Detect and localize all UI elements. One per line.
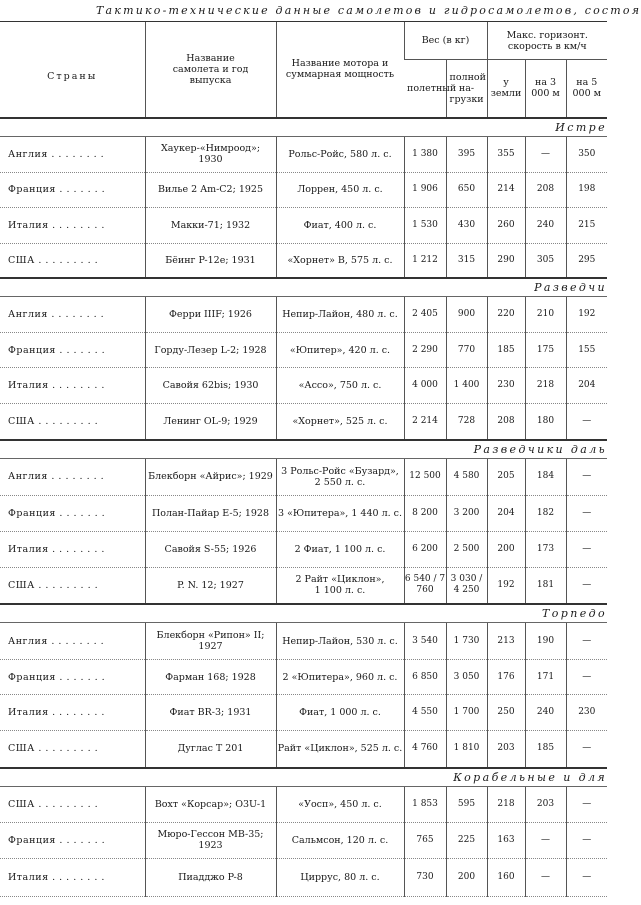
cell-line: «Ассо», 750 л. с. [298,380,382,391]
table-row [0,567,607,604]
cell-line: Рольс-Ройс, 580 л. с. [288,148,392,160]
s3-cell: 305 [525,243,566,278]
table-row [0,660,607,695]
engine-cell [276,458,404,495]
engine-cell [276,172,404,207]
cell-line: 2 Райт «Циклон», [295,574,385,586]
w1-cell: 2 214 [404,404,446,440]
s3-cell: 190 [525,623,566,660]
section-row [0,604,607,623]
table-row [0,333,607,368]
table-body [0,118,607,897]
s0-cell: 208 [487,404,525,440]
cell-line: «Юпитер», 420 л. с. [289,344,391,356]
cell-line: Мюро-Гессон MB-35; [157,829,264,840]
section-row [0,278,607,297]
section-title: Корабельные и для [0,768,607,787]
w2-cell: 728 [446,404,487,440]
table-row [0,243,607,278]
cell-line: Циррус, 80 л. с. [300,871,380,883]
cell-line: Макки-71; 1932 [170,219,251,231]
country-cell: США . . . . . . . . . [0,243,145,278]
s0-cell: 220 [487,297,525,333]
s3-cell: — [525,822,566,858]
engine-cell [276,786,404,822]
header-speed-ground: у земли [487,60,525,118]
s5-cell: — [566,731,607,768]
s5-cell: 215 [566,207,607,243]
aircraft-cell [145,404,276,440]
engine-cell [276,368,404,404]
w1-cell: 765 [404,822,446,858]
table-row [0,297,607,333]
country-cell: США . . . . . . . . . [0,567,145,604]
s3-cell: — [525,858,566,896]
section-title: Истре [0,118,607,137]
s0-cell: 218 [487,786,525,822]
s3-cell: 185 [525,731,566,768]
aircraft-cell [145,822,276,858]
cell-line: Блекборн «Рипон» II; [156,630,265,641]
country-cell: Франция . . . . . . . [0,172,145,207]
aircraft-cell [145,660,276,695]
cell-line: Сальмсон, 120 л. с. [291,834,389,846]
s0-cell: 163 [487,822,525,858]
w1-cell: 2 405 [404,297,446,333]
engine-cell [276,333,404,368]
header-weight: Вес (в кг) [404,22,487,60]
header-speed-5000: на 5 000 м [566,60,607,118]
section-row [0,768,607,787]
table-row [0,207,607,243]
table-row [0,136,607,172]
table-row [0,458,607,495]
engine-cell [276,207,404,243]
country-cell: Франция . . . . . . . [0,495,145,531]
s0-cell: 230 [487,368,525,404]
w2-cell: 595 [446,786,487,822]
section-title: Торпедо [0,604,607,623]
engine-cell [276,531,404,567]
cell-line: 1923 [198,840,223,851]
w1-cell: 6 200 [404,531,446,567]
country-cell: Франция . . . . . . . [0,822,145,858]
engine-cell [276,660,404,695]
s0-cell: 192 [487,567,525,604]
s3-cell: 180 [525,404,566,440]
s5-cell: — [566,623,607,660]
s5-cell: — [566,495,607,531]
s5-cell: 155 [566,333,607,368]
aircraft-cell [145,531,276,567]
s3-cell: 218 [525,368,566,404]
cell-line: Фиат, 1 000 л. с. [299,707,381,718]
w1-cell: 1 906 [404,172,446,207]
cell-line: Непир-Лайон, 480 л. с. [282,309,398,320]
engine-cell [276,695,404,731]
s5-cell: — [566,531,607,567]
cell-line: Савойя S-55; 1926 [164,543,257,555]
aircraft-cell [145,695,276,731]
header-speed-3000: на 3 000 м [525,60,566,118]
w1-cell: 1 853 [404,786,446,822]
table-row [0,695,607,731]
s3-cell: 240 [525,207,566,243]
w2-cell: 1 730 [446,623,487,660]
w2-cell: 200 [446,858,487,896]
cell-line: 1927 [198,641,223,652]
aircraft-cell [145,136,276,172]
engine-cell [276,495,404,531]
s5-cell: — [566,404,607,440]
s5-cell: — [566,567,607,604]
cell-line: 3 «Юпитера», 1 440 л. с. [278,507,402,519]
cell-line: Фиат, 400 л. с. [303,219,377,231]
w2-cell: 770 [446,333,487,368]
s5-cell: — [566,458,607,495]
s3-cell: 184 [525,458,566,495]
s0-cell: 260 [487,207,525,243]
cell-line: Полан-Пайар E-5; 1928 [151,507,270,519]
cell-line: Непир-Лайон, 530 л. с. [282,635,398,647]
country-cell: США . . . . . . . . . [0,786,145,822]
aircraft-cell [145,786,276,822]
s3-cell: 240 [525,695,566,731]
country-cell: Франция . . . . . . . [0,660,145,695]
table-row [0,368,607,404]
s0-cell: 205 [487,458,525,495]
table-title: Тактико-технические данные самолетов и гидросамолетов, состоя [96,4,641,17]
s3-cell: 182 [525,495,566,531]
cell-line: Фарман 168; 1928 [165,671,256,683]
header-engine: Название мотора и суммарная мощность [276,22,404,118]
cell-line: 2 «Юпитера», 960 л. с. [282,671,398,683]
s3-cell: — [525,136,566,172]
w1-cell: 6 850 [404,660,446,695]
s3-cell: 210 [525,297,566,333]
country-cell: Англия . . . . . . . . [0,136,145,172]
cell-line: 2 Фиат, 1 100 л. с. [294,543,386,555]
s5-cell: 350 [566,136,607,172]
cell-line: Лоррен, 450 л. с. [297,184,383,195]
header-aircraft: Название самолета и год выпуска [145,22,276,118]
cell-line: Горду-Лезер L-2; 1928 [154,344,267,356]
aircraft-cell [145,333,276,368]
cell-line: 1 100 л. с. [314,585,366,597]
country-cell: Италия . . . . . . . . [0,368,145,404]
cell-line: Райт «Циклон», 525 л. с. [277,743,403,755]
engine-cell [276,136,404,172]
engine-cell [276,243,404,278]
aircraft-cell [145,368,276,404]
cell-line: 1930 [198,154,223,165]
cell-line: «Уосп», 450 л. с. [298,798,382,810]
aircraft-cell [145,458,276,495]
country-cell: Италия . . . . . . . . [0,207,145,243]
s0-cell: 290 [487,243,525,278]
w2-cell: 3 200 [446,495,487,531]
cell-line: Фиат BR-3; 1931 [169,707,252,718]
s0-cell: 213 [487,623,525,660]
s0-cell: 214 [487,172,525,207]
w2-cell: 395 [446,136,487,172]
w1-cell: 8 200 [404,495,446,531]
w2-cell: 1 400 [446,368,487,404]
s0-cell: 185 [487,333,525,368]
s3-cell: 171 [525,660,566,695]
s0-cell: 160 [487,858,525,896]
engine-cell [276,297,404,333]
w1-cell: 4 000 [404,368,446,404]
w1-cell: 4 760 [404,731,446,768]
header-weight-useful: полетный [404,60,446,118]
table-row [0,786,607,822]
table-row [0,623,607,660]
cell-line: Ферри IIIF; 1926 [169,309,252,320]
w2-cell: 315 [446,243,487,278]
s3-cell: 203 [525,786,566,822]
cell-line: Ленинг OL-9; 1929 [163,415,258,427]
w2-cell: 3 050 [446,660,487,695]
w1-cell: 1 530 [404,207,446,243]
engine-cell [276,731,404,768]
table-row [0,172,607,207]
aircraft-cell [145,623,276,660]
w2-cell: 225 [446,822,487,858]
cell-line: Бёинг P-12e; 1931 [165,254,256,266]
s3-cell: 173 [525,531,566,567]
cell-line: Савойя 62bis; 1930 [162,380,259,391]
s5-cell: — [566,786,607,822]
header-countries: Страны [0,22,145,118]
s5-cell: — [566,822,607,858]
s3-cell: 175 [525,333,566,368]
section-title: Разведчи [0,278,607,297]
w2-cell: 4 580 [446,458,487,495]
aircraft-cell [145,567,276,604]
w1-cell: 730 [404,858,446,896]
aircraft-cell [145,207,276,243]
country-cell: Англия . . . . . . . . [0,297,145,333]
engine-cell [276,623,404,660]
cell-line: Пиадджо P-8 [178,871,243,883]
cell-line: Блекборн «Айрис»; 1929 [148,471,273,482]
aircraft-cell [145,297,276,333]
s5-cell: — [566,858,607,896]
s5-cell: — [566,660,607,695]
s5-cell: 192 [566,297,607,333]
engine-cell [276,858,404,896]
cell-line: Вохт «Корсар»; O3U-1 [154,798,267,810]
engine-cell [276,822,404,858]
w2-cell: 650 [446,172,487,207]
w2-cell: 430 [446,207,487,243]
table-row [0,731,607,768]
s3-cell: 208 [525,172,566,207]
s0-cell: 200 [487,531,525,567]
table-row [0,858,607,896]
s0-cell: 176 [487,660,525,695]
country-cell: США . . . . . . . . . [0,404,145,440]
s0-cell: 204 [487,495,525,531]
cell-line: 2 550 л. с. [314,476,366,488]
country-cell: Франция . . . . . . . [0,333,145,368]
w1-cell: 3 540 [404,623,446,660]
s3-cell: 181 [525,567,566,604]
aircraft-cell [145,243,276,278]
cell-line: «Хорнет» B, 575 л. с. [287,254,393,266]
specs-table [0,21,607,897]
s5-cell: 295 [566,243,607,278]
aircraft-cell [145,858,276,896]
country-cell: Англия . . . . . . . . [0,458,145,495]
table-row [0,404,607,440]
country-cell: Италия . . . . . . . . [0,695,145,731]
table-row [0,495,607,531]
w2-cell: 900 [446,297,487,333]
country-cell: США . . . . . . . . . [0,731,145,768]
section-row [0,118,607,137]
w1-cell: 6 540 / 7 760 [404,567,446,604]
w1-cell: 1 212 [404,243,446,278]
s5-cell: 198 [566,172,607,207]
section-row [0,440,607,459]
section-title: Разведчики даль [0,440,607,459]
header-speed: Макс. горизонт. скорость в км/ч [487,22,607,60]
cell-line: Вилье 2 Am-C2; 1925 [157,184,263,195]
s0-cell: 203 [487,731,525,768]
w1-cell: 1 380 [404,136,446,172]
table-row [0,822,607,858]
s0-cell: 355 [487,136,525,172]
w1-cell: 4 550 [404,695,446,731]
s0-cell: 250 [487,695,525,731]
w2-cell: 1 810 [446,731,487,768]
s5-cell: 204 [566,368,607,404]
w2-cell: 3 030 / 4 250 [446,567,487,604]
aircraft-cell [145,172,276,207]
country-cell: Италия . . . . . . . . [0,531,145,567]
engine-cell [276,567,404,604]
header-weight-full: полной на-грузки [446,60,487,118]
aircraft-cell [145,731,276,768]
cell-line: 3 Рольс-Ройс «Бузард», [281,465,399,477]
w1-cell: 2 290 [404,333,446,368]
table-row [0,531,607,567]
engine-cell [276,404,404,440]
cell-line: Дуглас T 201 [177,743,244,755]
w2-cell: 1 700 [446,695,487,731]
cell-line: «Хорнет», 525 л. с. [292,415,388,427]
country-cell: Англия . . . . . . . . [0,623,145,660]
w2-cell: 2 500 [446,531,487,567]
w1-cell: 12 500 [404,458,446,495]
aircraft-cell [145,495,276,531]
country-cell: Италия . . . . . . . . [0,858,145,896]
cell-line: P. N. 12; 1927 [177,579,244,591]
cell-line: Хаукер-«Нимроод»; [160,143,261,154]
s5-cell: 230 [566,695,607,731]
